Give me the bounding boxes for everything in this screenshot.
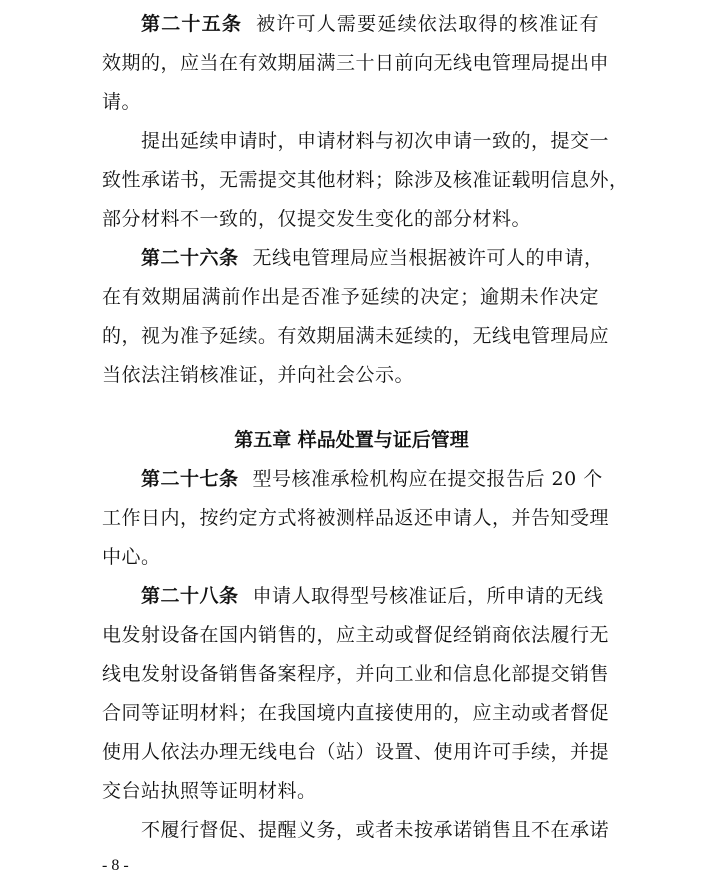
article-28-heading: 第二十八条 bbox=[141, 585, 239, 607]
article-25-text-1: 被许可人需要延续依法取得的核准证有 bbox=[256, 13, 599, 35]
article-25-line-1 bbox=[141, 6, 599, 42]
article-28-line-2: 电发射设备在国内销售的，应主动或督促经销商依法履行无 bbox=[102, 624, 610, 646]
article-25-line-2: 效期的，应当在有效期届满三十日前向无线电管理局提出申 bbox=[102, 52, 610, 74]
article-27-heading: 第二十七条 bbox=[141, 468, 239, 490]
article-25-heading: 第二十五条 bbox=[141, 13, 243, 35]
article-26-heading: 第二十六条 bbox=[141, 247, 239, 269]
article-28-line-4: 合同等证明材料；在我国境内直接使用的，应主动或者督促 bbox=[102, 702, 610, 724]
article-26-line-3: 的，视为准予延续。有效期届满未延续的，无线电管理局应 bbox=[102, 325, 610, 347]
article-27-line-3: 中心。 bbox=[102, 546, 161, 568]
page-number: - 8 - bbox=[102, 857, 129, 874]
article-26-text-1: 无线电管理局应当根据被许可人的申请， bbox=[252, 247, 604, 269]
article-26-line-1 bbox=[141, 240, 604, 276]
article-26-line-2: 在有效期届满前作出是否准予延续的决定；逾期未作决定 bbox=[102, 286, 599, 308]
article-27-line-1 bbox=[141, 461, 603, 497]
article-28-line-6: 交台站执照等证明材料。 bbox=[102, 780, 317, 802]
article-25-p2-line-3: 部分材料不一致的，仅提交发生变化的部分材料。 bbox=[102, 208, 532, 230]
chapter-heading: 第五章 样品处置与证后管理 bbox=[234, 429, 469, 451]
article-27-line-2: 工作日内，按约定方式将被测样品返还申请人，并告知受理 bbox=[102, 507, 610, 529]
article-25-p2-line-2: 致性承诺书，无需提交其他材料；除涉及核准证载明信息外， bbox=[102, 169, 629, 191]
article-25-p2-line-1: 提出延续申请时，申请材料与初次申请一致的，提交一 bbox=[141, 130, 610, 152]
article-28-p2-line-1: 不履行督促、提醒义务，或者未按承诺销售且不在承诺 bbox=[141, 819, 610, 841]
article-26-line-4: 当依法注销核准证，并向社会公示。 bbox=[102, 364, 415, 386]
article-28-line-5: 使用人依法办理无线电台（站）设置、使用许可手续，并提 bbox=[102, 741, 610, 763]
article-25-line-3: 请。 bbox=[102, 91, 142, 113]
article-27-text-1: 型号核准承检机构应在提交报告后 20 个 bbox=[252, 468, 603, 490]
article-28-line-3: 线电发射设备销售备案程序，并向工业和信息化部提交销售 bbox=[102, 663, 610, 685]
article-28-text-1: 申请人取得型号核准证后，所申请的无线 bbox=[252, 585, 604, 607]
article-28-line-1 bbox=[141, 578, 604, 614]
